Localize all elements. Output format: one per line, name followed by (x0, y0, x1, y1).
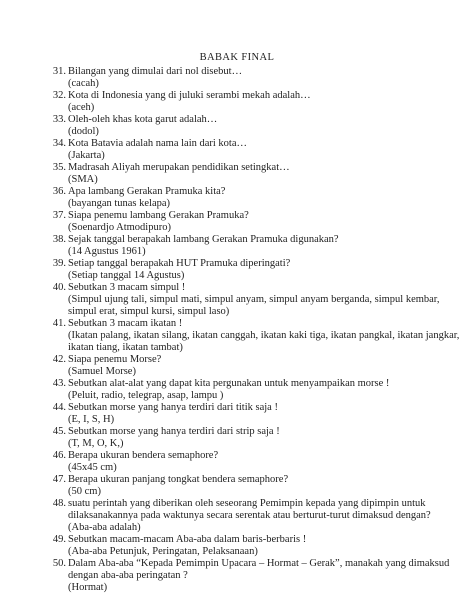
answer-text: (SMA) (68, 174, 98, 185)
answer-text: (Samuel Morse) (68, 366, 136, 377)
answer-text: (Peluit, radio, telegrap, asap, lampu ) (68, 390, 224, 401)
question-number: 42. (52, 354, 66, 365)
question-text: Sebutkan 3 macam ikatan ! (68, 318, 183, 329)
question-text: Apa lambang Gerakan Pramuka kita? (68, 186, 226, 197)
question-number: 37. (52, 210, 66, 221)
question-number: 31. (52, 66, 66, 77)
answer-text: (14 Agustus 1961) (68, 246, 146, 257)
answer-text: (bayangan tunas kelapa) (68, 198, 171, 209)
question-text: Sebutkan morse yang hanya terdiri dari strip saja ! (68, 426, 280, 437)
question-item (48, 450, 463, 474)
answer-text: simpul erat, simpul kursi, simpul laso) (68, 306, 230, 317)
question-number: 50. (52, 558, 66, 569)
answer-text: (E, I, S, H) (68, 414, 115, 425)
question-text: Madrasah Aliyah merupakan pendidikan setingkat… (68, 162, 290, 173)
question-item (48, 474, 463, 498)
question-text: dengan aba-aba peringatan ? (68, 570, 188, 581)
answer-text: (T, M, O, K,) (68, 438, 124, 449)
question-text: Kota di Indonesia yang di juluki serambi mekah adalah… (68, 90, 311, 101)
question-text: dilaksanakannya pada waktunya secara serentak atau berturut-turut dimaksud dengan? (68, 510, 431, 521)
question-text: Berapa ukuran bendera semaphore? (68, 450, 219, 461)
question-item (48, 558, 463, 594)
question-item (48, 282, 463, 318)
question-number: 34. (52, 138, 66, 149)
answer-text: (50 cm) (68, 486, 101, 497)
question-number: 44. (52, 402, 66, 413)
answer-text: (Jakarta) (68, 150, 105, 161)
question-number: 38. (52, 234, 66, 245)
question-number: 41. (52, 318, 66, 329)
answer-text: (45x45 cm) (68, 462, 117, 473)
question-item (48, 234, 463, 258)
question-item (48, 186, 463, 210)
answer-text: (Setiap tanggal 14 Agustus) (68, 270, 185, 281)
question-list (48, 66, 463, 594)
page-title: BABAK FINAL (199, 52, 275, 63)
question-item (48, 114, 463, 138)
question-number: 45. (52, 426, 66, 437)
question-number: 46. (52, 450, 66, 461)
answer-text: (Aba-aba adalah) (68, 522, 141, 533)
question-item (48, 318, 463, 354)
question-number: 43. (52, 378, 66, 389)
answer-text: (Hormat) (68, 582, 108, 593)
question-text: Sejak tanggal berapakah lambang Gerakan Pramuka digunakan? (68, 234, 339, 245)
question-text: Sebutkan macam-macam Aba-aba dalam baris-berbaris ! (68, 534, 307, 545)
question-item (48, 138, 463, 162)
question-text: Dalam Aba-aba “Kepada Pemimpin Upacara – Hormat – Gerak”, manakah yang dimaksud (68, 558, 450, 569)
answer-text: (Simpul ujung tali, simpul mati, simpul anyam, simpul anyam berganda, simpul kembar, (68, 294, 440, 305)
question-item (48, 354, 463, 378)
question-number: 49. (52, 534, 66, 545)
question-text: Siapa penemu lambang Gerakan Pramuka? (68, 210, 249, 221)
answer-text: (cacah) (68, 78, 99, 89)
question-number: 35. (52, 162, 66, 173)
question-text: Siapa penemu Morse? (68, 354, 162, 365)
question-item (48, 162, 463, 186)
question-text: Setiap tanggal berapakah HUT Pramuka diperingati? (68, 258, 291, 269)
question-item (48, 402, 463, 426)
question-item (48, 66, 463, 90)
question-item (48, 426, 463, 450)
answer-text: (Aba-aba Petunjuk, Peringatan, Pelaksanaan) (68, 546, 258, 557)
question-text: Sebutkan 3 macam simpul ! (68, 282, 186, 293)
answer-text: (Soenardjo Atmodipuro) (68, 222, 171, 233)
question-text: suatu perintah yang diberikan oleh seseorang Pemimpin kepada yang dipimpin untuk (68, 498, 426, 509)
question-text: Sebutkan alat-alat yang dapat kita pergunakan untuk menyampaikan morse ! (68, 378, 390, 389)
question-item (48, 90, 463, 114)
question-text: Bilangan yang dimulai dari nol disebut… (68, 66, 243, 77)
question-number: 32. (52, 90, 66, 101)
question-number: 48. (52, 498, 66, 509)
question-text: Berapa ukuran panjang tongkat bendera semaphore? (68, 474, 289, 485)
question-item (48, 210, 463, 234)
answer-text: (Ikatan palang, ikatan silang, ikatan canggah, ikatan kaki tiga, ikatan pangkal, ikatan jangkar, (68, 330, 460, 341)
question-item (48, 534, 463, 558)
answer-text: ikatan tiang, ikatan tambat) (68, 342, 183, 353)
question-item (48, 378, 463, 402)
question-number: 39. (52, 258, 66, 269)
question-number: 40. (52, 282, 66, 293)
answer-text: (dodol) (68, 126, 99, 137)
question-number: 47. (52, 474, 66, 485)
question-item (48, 258, 463, 282)
question-text: Sebutkan morse yang hanya terdiri dari titik saja ! (68, 402, 278, 413)
question-text: Kota Batavia adalah nama lain dari kota… (68, 138, 248, 149)
question-number: 36. (52, 186, 66, 197)
question-item (48, 498, 463, 534)
answer-text: (aceh) (68, 102, 95, 113)
question-number: 33. (52, 114, 66, 125)
question-text: Oleh-oleh khas kota garut adalah… (68, 114, 218, 125)
